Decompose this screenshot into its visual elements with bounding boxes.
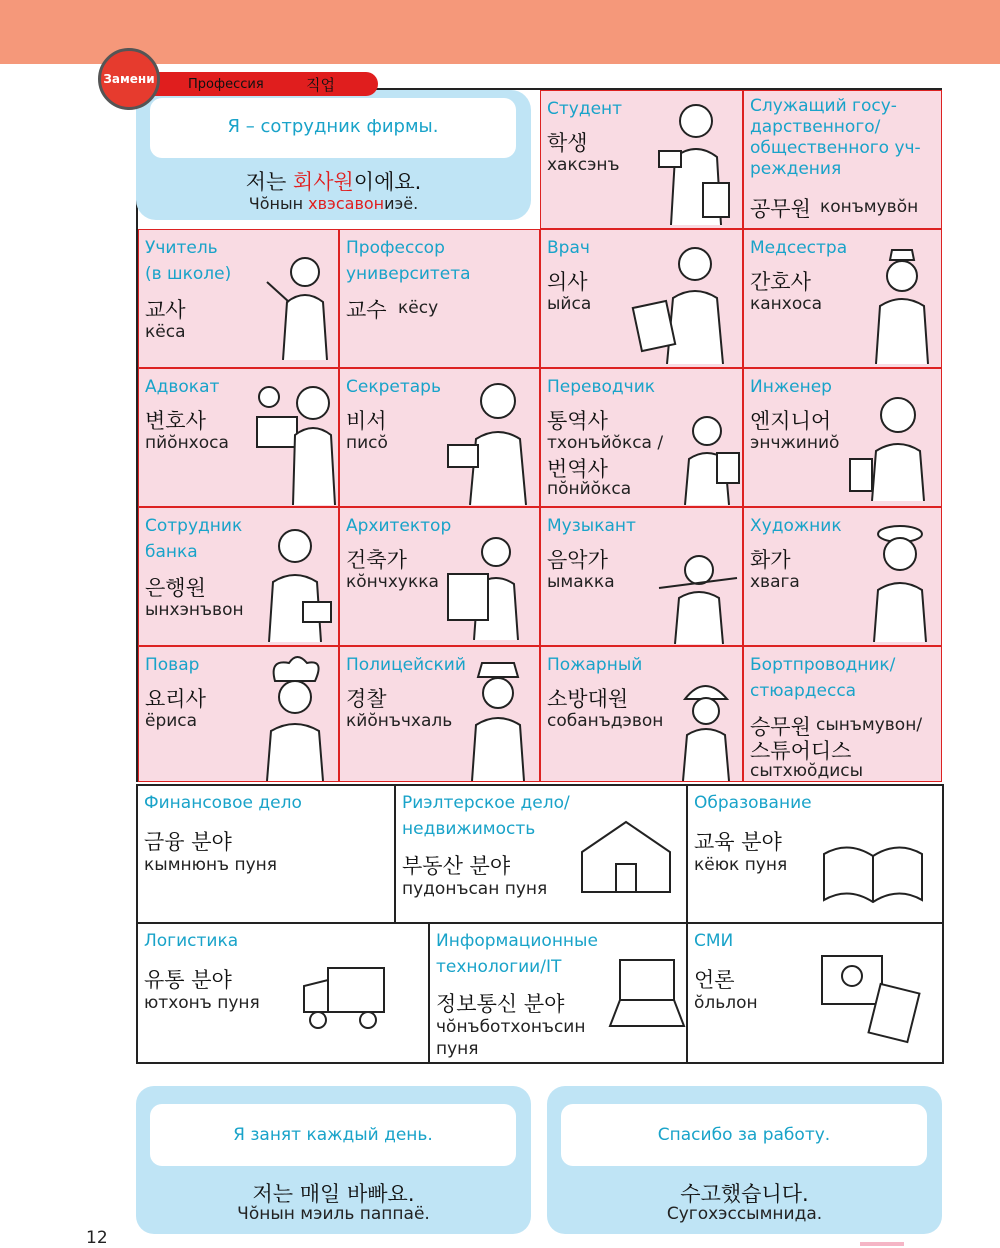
profession-ru: Профессор университета [346,238,471,284]
profession-ko: 음악가 [547,548,608,572]
profession-ru: Врач [547,238,590,258]
field-cell [136,922,430,1064]
profession-tr: ёриса [145,711,198,731]
profession-cell [540,646,743,782]
profession-cell [138,229,339,368]
field-ko: 언론 [694,968,735,992]
phrase-ru-box [150,1104,516,1166]
topic-tab [150,72,378,96]
profession-cell [339,368,540,507]
profession-ru: Студент [547,99,623,119]
profession-cell [138,368,339,507]
profession-tr: кйо̆нъчхаль [346,711,453,731]
profession-ko: 경찰 [346,687,387,711]
laptop-icon [606,954,688,1036]
profession-ru: Художник [750,516,842,536]
example-ko-highlight: 회사원 [292,170,354,194]
profession-ko: 화가 [750,548,791,572]
profession-ko: 학생 [547,131,588,155]
phrase-ru-box [561,1104,927,1166]
profession-tr: ынхэнъвон [145,600,244,620]
profession-tr: канхоса [750,294,823,314]
profession-ko: 요리사 [145,687,206,711]
field-ru: СМИ [694,931,734,951]
profession-ru: Сотрудник банка [145,516,243,562]
phrase-ru: Спасибо за работу. [657,1125,831,1145]
topic-title-ko: 직업 [306,76,335,94]
police-icon [456,655,538,781]
field-cell [686,922,944,1064]
field-ru: Информационные технологии/IT [436,931,598,977]
profession-ru: Адвокат [145,377,220,397]
profession-cell [540,229,743,368]
field-ko: 부동산 분야 [402,854,511,878]
profession-cell [138,507,339,646]
profession-ko: 승무원 [750,715,811,739]
example-tr [136,194,531,213]
profession-tr: кёса [145,322,186,342]
profession-ko: 의사 [547,270,588,294]
firefighter-icon [671,673,741,781]
engineer-icon [844,389,940,501]
student-icon [651,97,741,225]
phrase-ru: Я занят каждый день. [233,1125,433,1145]
top-banner [0,0,1000,64]
musician-icon [657,548,741,644]
profession-ru: Бортпроводник/ стюардесса [750,655,896,701]
example-sentence-bubble [136,90,531,220]
field-tr: ютхонъ пуня [144,993,260,1013]
phrase-bubble-busy [136,1086,531,1234]
field-cell [394,784,688,924]
field-cell [136,784,396,924]
example-tr-highlight: хвэсавон [308,194,385,213]
profession-ru: Инженер [750,377,832,397]
phrase-tr: Чо̆нын мэиль паппаё. [237,1204,430,1224]
profession-ko-alt: 스튜어디스 [750,739,852,763]
profession-cell [540,368,743,507]
example-ko [136,166,531,196]
field-ko: 유통 분야 [144,968,232,992]
truck-icon [298,960,390,1034]
topic-title-ru: Профессия [188,77,264,92]
profession-tr: писо̆ [346,433,388,453]
field-cell [428,922,688,1064]
field-tr: чо̆нъботхонъсин пуня [436,1017,586,1059]
badge-label: Замени [103,72,155,86]
book-icon [818,834,928,914]
field-ru: Логистика [144,931,239,951]
field-tr: пудонъсан пуня [402,879,548,899]
profession-tr-alt: по̆нйо̆кса [547,479,632,499]
profession-ko: 건축가 [346,548,407,572]
teacher-icon [257,250,337,360]
profession-ko: 공무원 [750,197,811,221]
profession-tr: ымакка [547,572,615,592]
example-tr-start: Чо̆нын [248,194,309,213]
profession-tr: пйо̆нхоса [145,433,229,453]
profession-ru: Пожарный [547,655,643,675]
profession-ru: Полицейский [346,655,466,675]
example-tr-end: иэё. [384,194,419,213]
example-ko-end: 이에요. [353,170,422,194]
page-number: 12 [86,1228,108,1248]
lawyer-icon [249,377,339,505]
house-icon [576,812,676,896]
example-ko-start: 저는 [245,170,293,194]
doctor-icon [631,238,739,364]
field-ru: Риэлтерское дело/ недвижимость [402,793,570,839]
profession-tr: энчжиниŏ [750,433,840,453]
profession-ko: 은행원 [145,576,206,600]
profession-tr-inline: сынъмувон/ [816,715,923,735]
profession-cell [540,507,743,646]
field-tr: о̆льлон [694,993,758,1013]
artist-icon [854,520,940,642]
field-cell [686,784,944,924]
profession-ko: 교수 [346,298,387,322]
profession-ko: 통역사 [547,409,608,433]
profession-cell [540,90,743,229]
profession-ko-alt: 번역사 [547,457,608,481]
field-tr: кёюк пуня [694,855,788,875]
field-ko: 금융 분야 [144,830,232,854]
architect-icon [444,528,538,640]
profession-cell [339,229,540,368]
phrase-tr: Сугохэссымнида. [666,1204,823,1224]
profession-ko: 간호사 [750,270,811,294]
replace-badge [98,48,160,110]
nurse-icon [864,244,940,364]
bank-clerk-icon [257,518,337,642]
profession-tr: хвага [750,572,800,592]
profession-ru: Повар [145,655,200,675]
media-icon [812,948,928,1044]
profession-ru: Архитектор [346,516,452,536]
profession-tr: тхонъйо̆кса / [547,433,664,453]
profession-cell [339,646,540,782]
profession-ru: Служащий госу- дарственного/ общественного уч- реждения [750,96,921,179]
profession-tr: кёсу [398,298,439,318]
profession-cell [339,507,540,646]
profession-tr: ко̆нчхукка [346,572,439,592]
field-ko: 교육 분야 [694,830,782,854]
phrase-ko: 저는 매일 바빠요. [252,1182,415,1206]
profession-cell [743,368,942,507]
profession-ko: 비서 [346,409,387,433]
profession-ko: 엔지니어 [750,409,832,433]
profession-cell [743,229,942,368]
profession-cell [138,646,339,782]
translator-icon [677,409,743,505]
field-ru: Финансовое дело [144,793,302,813]
profession-ko: 소방대원 [547,687,629,711]
profession-tr: хаксэнъ [547,155,620,175]
profession-ru: Секретарь [346,377,441,397]
secretary-icon [440,375,538,505]
profession-tr: ыйса [547,294,592,314]
profession-ru: Переводчик [547,377,656,397]
phrase-ko: 수고했습니다. [680,1182,809,1206]
example-ru-box [150,98,516,158]
profession-tr: собанъдэвон [547,711,664,731]
example-ru: Я – сотрудник фирмы. [227,116,439,137]
profession-ru: Медсестра [750,238,848,258]
field-tr: кымнюнъ пуня [144,855,277,875]
profession-ru: Учитель (в школе) [145,238,232,284]
phrase-bubble-thanks [547,1086,942,1234]
profession-cell [743,507,942,646]
profession-ru: Музыкант [547,516,636,536]
profession-ko: 교사 [145,298,186,322]
decorative-line [860,1242,904,1246]
field-ko: 정보통신 분야 [436,992,565,1016]
profession-tr: конъмуво̆н [820,197,919,217]
profession-ko: 변호사 [145,409,206,433]
profession-tr: сытхюо̆дисы [750,761,864,781]
cook-icon [249,651,337,781]
profession-cell [743,90,942,229]
field-ru: Образование [694,793,812,813]
profession-cell [743,646,942,782]
